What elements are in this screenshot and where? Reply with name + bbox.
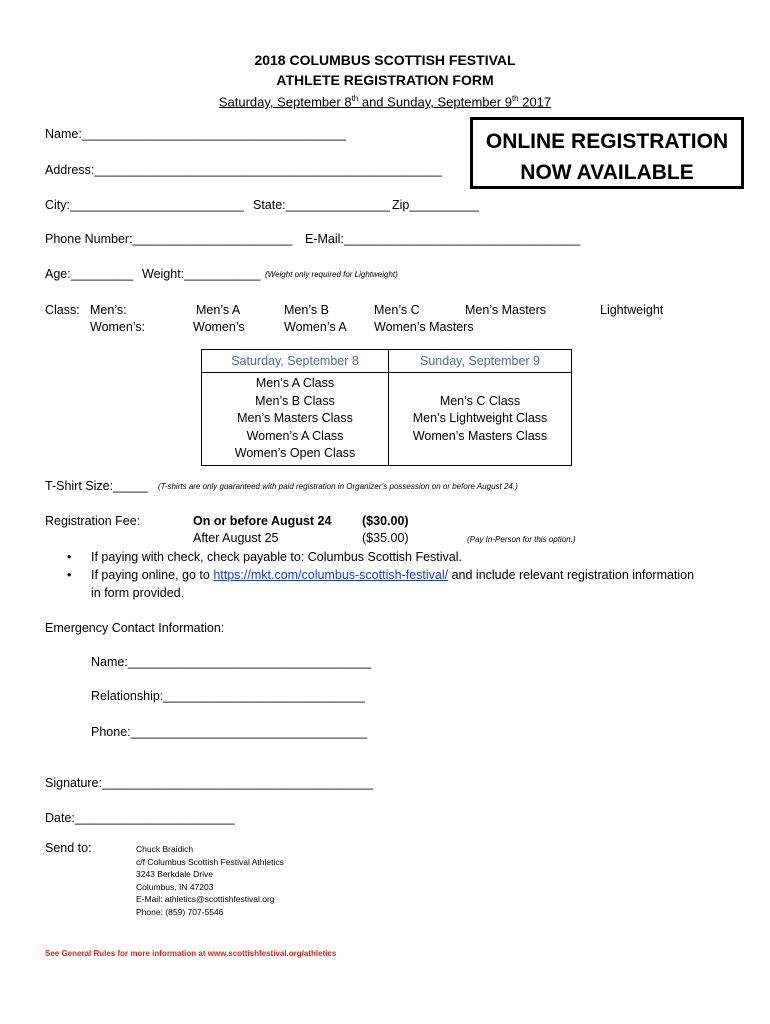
phone-field[interactable]: Phone Number:_______________________ [45,232,293,246]
emergency-phone-field[interactable]: Phone:__________________________________ [91,725,367,739]
emergency-name-field[interactable]: Name:___________________________________ [91,655,372,669]
list-item: Women’s A Class [246,428,344,443]
emergency-relationship-field[interactable]: Relationship:_____________________________ [91,689,365,703]
address-line: Columbus, IN 47203 [136,881,214,892]
address-line: Phone: (859) 707-5546 [136,906,224,917]
name-field[interactable]: Name:______________________________________ [45,127,346,141]
list-item: Men’s B Class [255,393,335,408]
class-option-lightweight[interactable]: Lightweight [600,303,664,317]
address-line: E-Mail: athletics@scottishfestival.org [136,894,275,905]
schedule-header-saturday: Saturday, September 8 [202,350,389,373]
list-item: Women’s Open Class [234,446,356,460]
date-field[interactable]: Date:_______________________ [45,811,235,825]
address-line: c/f Columbus Scottish Festival Athletics [136,856,284,867]
online-registration-box [470,117,744,189]
late-fee-note: (Pay In-Person for this option.) [467,535,576,544]
list-item: Men’s Lightweight Class [412,411,548,425]
weight-field[interactable]: Weight:___________ [142,267,261,281]
age-field[interactable]: Age:_________ [45,267,134,281]
list-item: Men’s C Class [439,393,521,408]
class-option-mens-masters[interactable]: Men’s Masters [465,303,547,317]
emergency-heading: Emergency Contact Information: [45,621,225,635]
class-option-mens-a[interactable]: Men’s A [196,303,241,317]
early-fee-label: On or before August 24 [193,514,332,528]
weight-note: (Weight only required for Lightweight) [265,270,398,279]
address-line: 3243 Berkdale Drive [136,869,214,880]
mens-label: Men’s: [90,303,127,317]
late-fee-price: ($35.00) [362,531,409,545]
payment-instructions [63,548,743,602]
class-label: Class: [45,303,80,317]
early-fee-price: ($30.00) [362,514,409,528]
registration-fee-label: Registration Fee: [45,514,141,528]
send-to-label: Send to: [45,841,92,855]
event-dates: Saturday, September 8th and Sunday, September 9th 2017 [218,94,552,110]
class-option-womens-a[interactable]: Women’s A [284,320,347,334]
tshirt-size-field[interactable]: T-Shirt Size:_____ [45,479,148,493]
city-field[interactable]: City:_________________________ [45,198,244,212]
schedule-table [201,349,572,466]
list-item: • If paying online, go to https://mkt.com/columbus-scottish-festival/ and include relevant registration information in form provided. [63,566,743,602]
sunday-classes [389,373,572,466]
state-field[interactable]: State:_______________ [253,198,390,212]
email-field[interactable]: E-Mail:__________________________________ [305,232,581,246]
class-option-womens[interactable]: Women’s [193,320,245,334]
list-item: • If paying with check, check payable to: Columbus Scottish Festival. [63,548,743,566]
zip-field[interactable]: Zip__________ [392,198,479,212]
form-title-line2: ATHLETE REGISTRATION FORM [276,72,494,88]
class-option-mens-b[interactable]: Men’s B [284,303,329,317]
class-option-mens-c[interactable]: Men’s C [374,303,420,317]
online-box-line2: NOW AVAILABLE [520,161,694,184]
mailing-address [136,843,284,919]
list-item: Men’s A Class [255,376,335,390]
address-line: Chuck Braidich [136,844,194,854]
class-option-womens-masters[interactable]: Women’s Masters [374,320,474,334]
payment-link[interactable]: https://mkt.com/columbus-scottish-festival/ [213,568,449,582]
tshirt-note: (T-shirts are only guaranteed with paid registration in Organizer’s possession on or before August 24.) [158,482,518,491]
list-item: Men’s Masters Class [237,411,353,425]
address-field[interactable]: Address:__________________________________________________ [45,163,442,177]
footer-note: See General Rules for more information at www.scottishfestival.org/athletics [45,949,337,958]
saturday-classes [202,373,389,466]
schedule-header-sunday: Sunday, September 9 [389,350,572,373]
late-fee-label: After August 25 [193,531,279,545]
online-box-line1: ONLINE REGISTRATION [485,130,729,153]
signature-field[interactable]: Signature:_______________________________________ [45,776,374,790]
form-title-line1: 2018 COLUMBUS SCOTTISH FESTIVAL [254,52,516,68]
list-item: Women’s Masters Class [412,428,548,443]
womens-label: Women’s: [90,320,146,334]
